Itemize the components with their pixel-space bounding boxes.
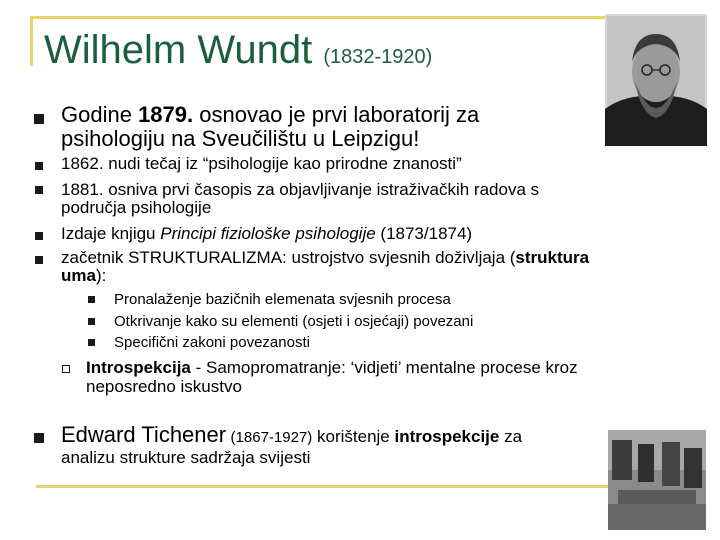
bullet-introspection: [86, 358, 586, 396]
bullet-1879-post: osnovao je prvi laboratorij za psihologiju na Sveučilištu u Leipzigu!: [61, 102, 480, 151]
slide-frame-bottom: [36, 485, 612, 488]
tichener-years: (1867-1927): [230, 429, 313, 446]
introspection-bold: Introspekcija: [86, 358, 191, 377]
bullet-square: [35, 232, 43, 240]
introspection-post: - Samopromatranje: ‘vidjeti’ mentalne procese kroz neposredno iskustvo: [86, 358, 578, 396]
title-name: Wilhelm Wundt: [44, 28, 313, 72]
slide-title: [44, 28, 432, 73]
tichener-mid: korištenje: [312, 427, 395, 446]
bullet-book-pre: Izdaje knjigu: [61, 224, 161, 243]
bullet-structuralism: [61, 249, 601, 285]
bullet-square: [88, 339, 95, 346]
slide-frame-left: [30, 16, 33, 66]
portrait-photo: [605, 14, 707, 146]
bullet-square: [34, 433, 44, 443]
bullet-book-post: (1873/1874): [375, 224, 473, 243]
bullet-square: [88, 318, 95, 325]
tichener-line2: analizu strukture sadržaja svijesti: [61, 448, 311, 467]
bullet-square: [88, 296, 95, 303]
tichener-post: za: [499, 427, 523, 446]
bullet-1862: 1862. nudi tečaj iz “psihologije kao prirodne znanosti”: [61, 154, 462, 173]
bullet-square: [35, 186, 43, 194]
title-years: (1832-1920): [323, 46, 433, 68]
bullet-square: [34, 114, 44, 124]
bullet-book-italic: Principi fiziološke psihologije: [160, 224, 376, 243]
tichener-name: Edward Tichener: [61, 422, 227, 447]
bullet-1879: [61, 103, 581, 151]
bullet-structuralism-bold: struktura uma: [61, 248, 590, 285]
bullet-square: [35, 256, 43, 264]
bullet-book: [61, 225, 601, 243]
sub-bullet-3: Specifični zakoni povezanosti: [114, 334, 310, 351]
tichener-bold: introspekcije: [394, 427, 500, 446]
bullet-structuralism-pre: začetnik STRUKTURALIZMA: ustrojstvo svjesnih doživljaja (: [61, 248, 516, 267]
bullet-1881: 1881. osniva prvi časopis za objavljivanje istraživačkih radova s područja psihologije: [61, 180, 540, 217]
bullet-tichener: [61, 423, 621, 447]
bullet-structuralism-post: ):: [95, 266, 107, 285]
bullet-1879-pre: Godine: [61, 102, 139, 127]
hollow-bullet-square: [62, 365, 70, 373]
slide-frame-top: [30, 16, 610, 19]
laboratory-photo: [608, 430, 706, 530]
sub-bullet-1: Pronalaženje bazičnih elemenata svjesnih procesa: [114, 291, 451, 308]
bullet-1879-bold: 1879.: [138, 102, 194, 127]
bullet-square: [35, 162, 43, 170]
sub-bullet-2: Otkrivanje kako su elementi (osjeti i osjećaji) povezani: [114, 313, 474, 330]
